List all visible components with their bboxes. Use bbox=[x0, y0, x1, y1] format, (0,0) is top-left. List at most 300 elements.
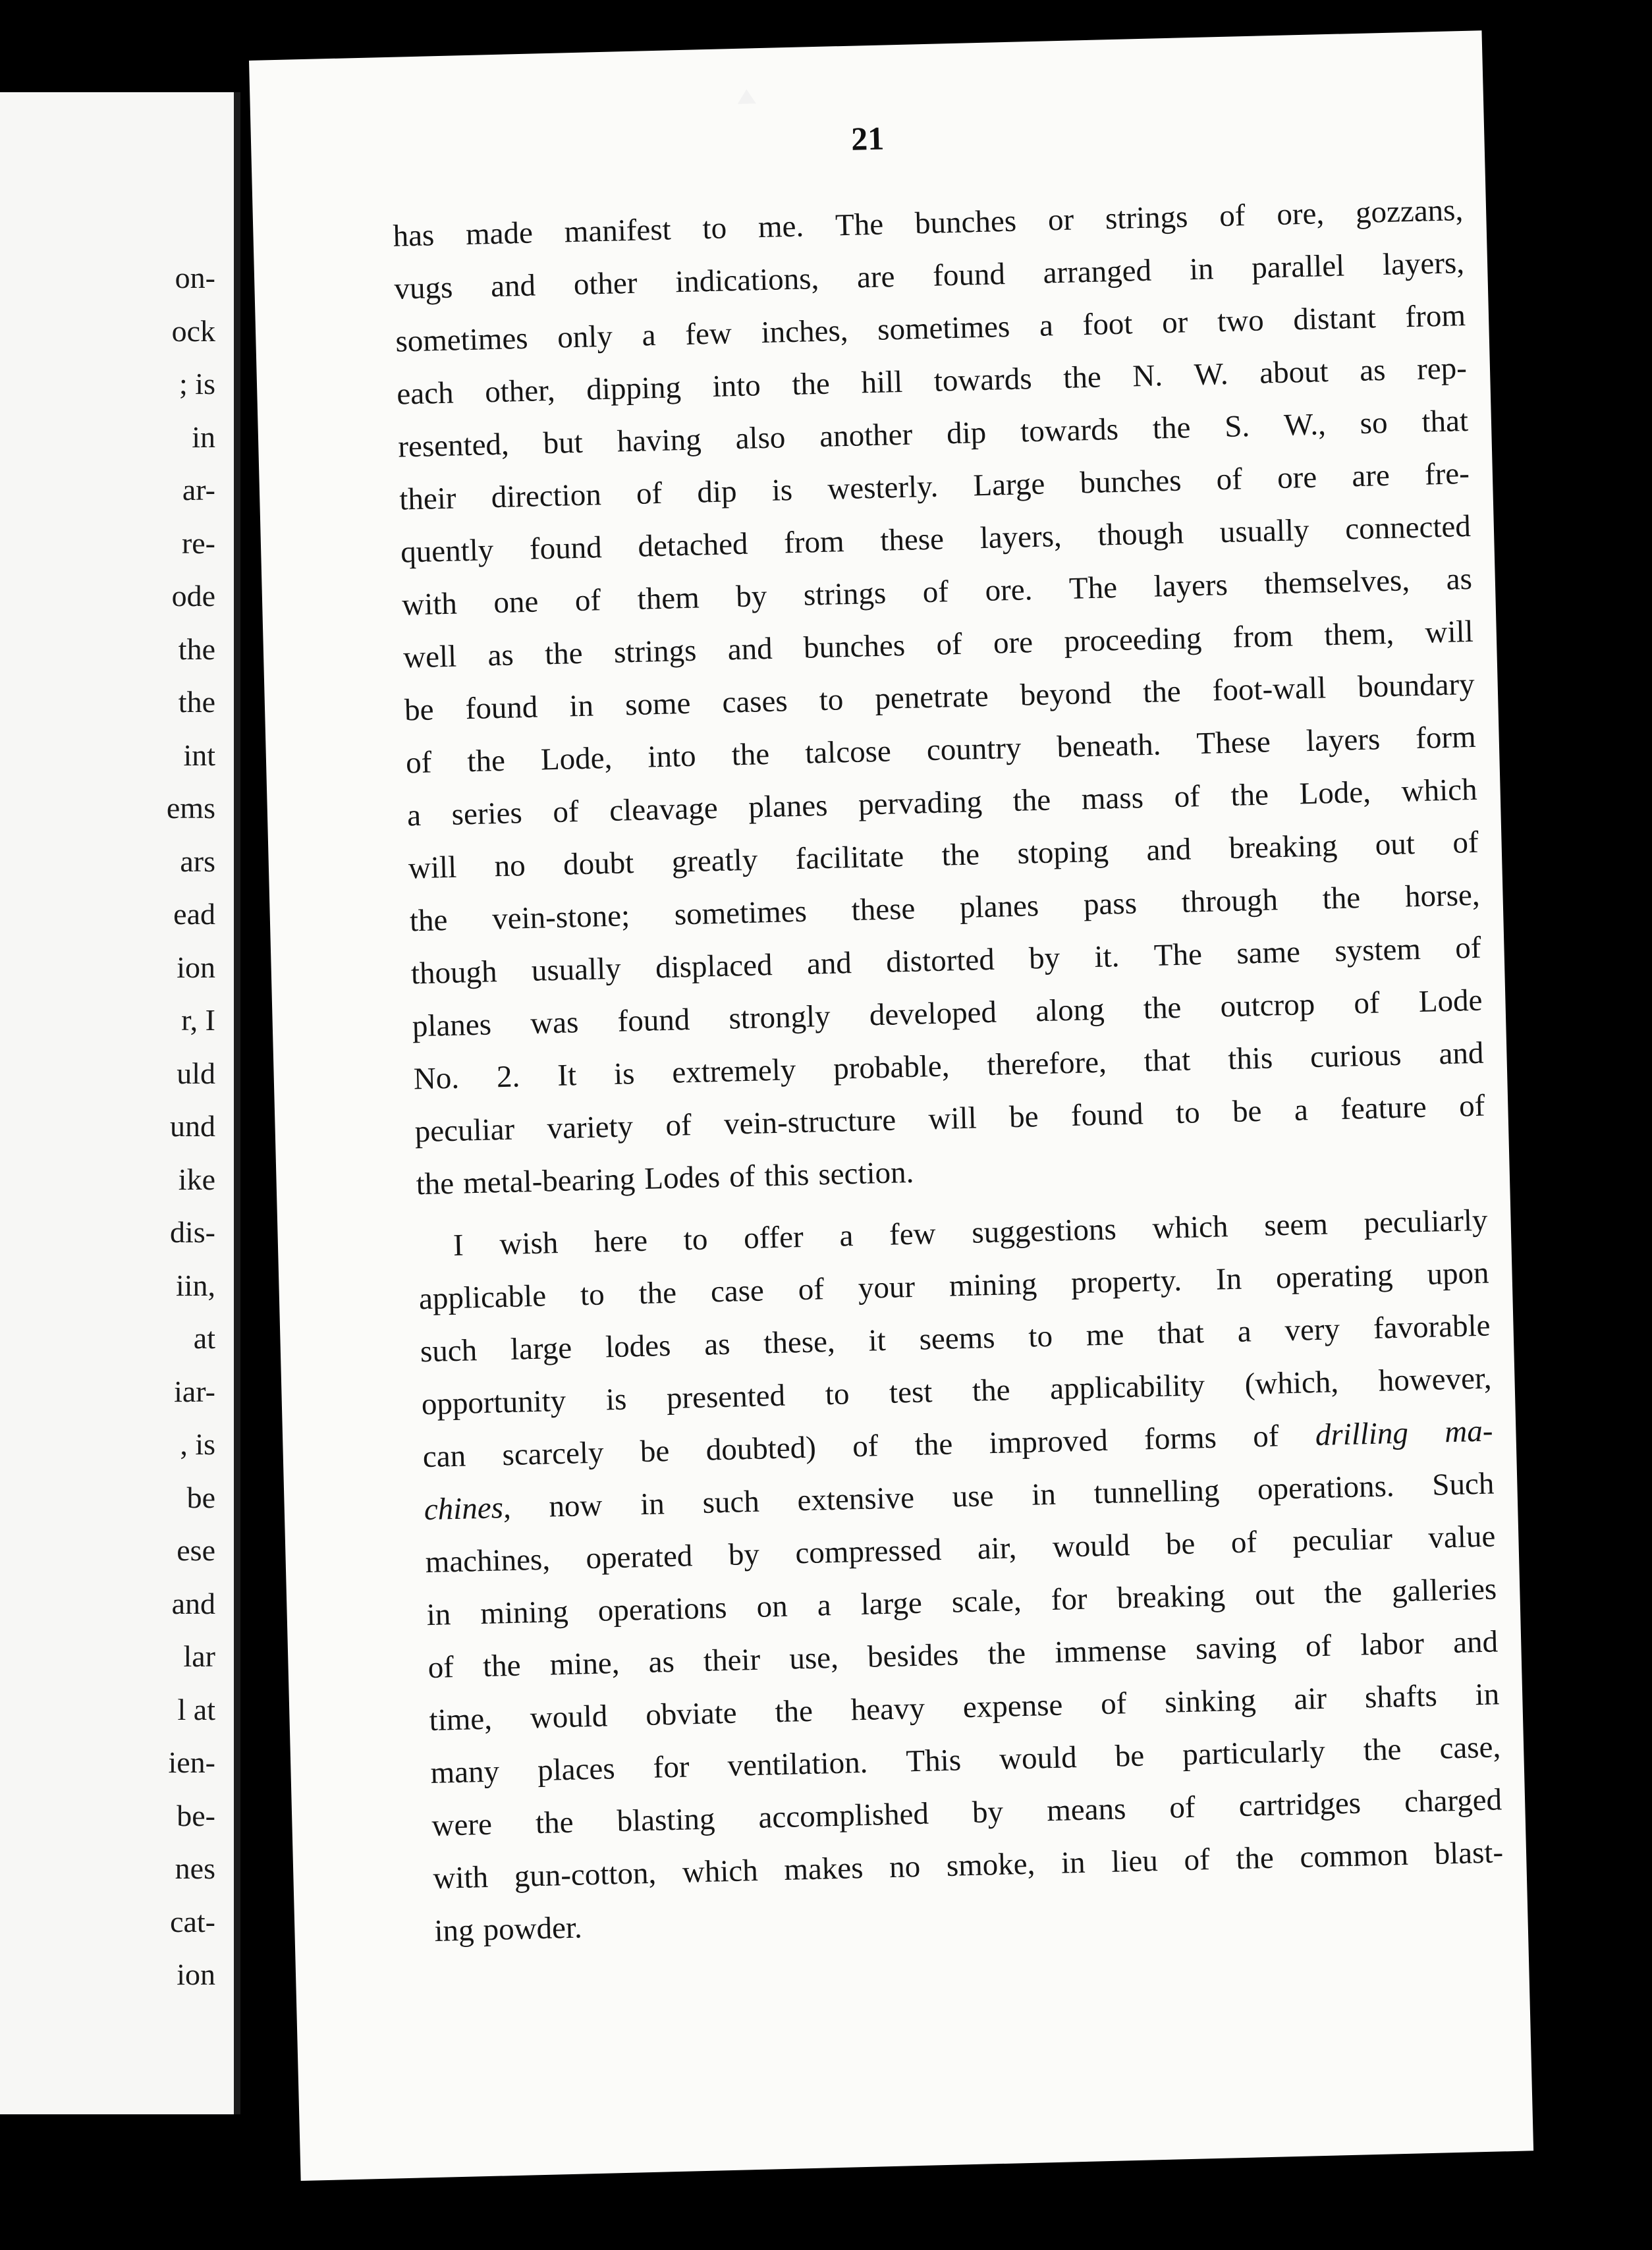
word: vein-structure bbox=[723, 1103, 896, 1141]
word: indications, bbox=[675, 261, 819, 300]
word: presented bbox=[666, 1378, 786, 1416]
word: usually bbox=[531, 951, 622, 988]
facing-page-line-fragment: ion bbox=[177, 950, 215, 984]
word: would bbox=[1052, 1528, 1130, 1564]
word: distant bbox=[1292, 300, 1377, 337]
word: found bbox=[529, 530, 603, 566]
word: such bbox=[420, 1333, 478, 1369]
word: operations bbox=[597, 1590, 728, 1628]
word: having bbox=[617, 422, 702, 459]
word: was bbox=[530, 1005, 579, 1041]
word: ventilation. bbox=[727, 1745, 868, 1784]
word: a bbox=[406, 798, 422, 833]
word: be bbox=[640, 1434, 670, 1469]
facing-page-line-fragment: ar- bbox=[182, 473, 215, 507]
word: Lodes bbox=[644, 1160, 721, 1196]
word: to bbox=[683, 1222, 708, 1257]
word: the bbox=[774, 1693, 813, 1730]
word: pass bbox=[1083, 886, 1138, 922]
word: is bbox=[613, 1056, 636, 1091]
word: into bbox=[711, 368, 761, 404]
word: doubted) bbox=[705, 1430, 817, 1468]
word: accomplished bbox=[757, 1796, 929, 1835]
word: this bbox=[763, 1157, 810, 1194]
word: it bbox=[867, 1323, 887, 1358]
word: galleries bbox=[1391, 1572, 1497, 1609]
word: of bbox=[852, 1429, 879, 1464]
word: vein-stone; bbox=[491, 898, 630, 937]
word: along bbox=[1035, 992, 1105, 1029]
page-number: 21 bbox=[850, 119, 885, 157]
word: probable, bbox=[833, 1049, 950, 1086]
word: blast- bbox=[1433, 1835, 1504, 1871]
word: to bbox=[580, 1277, 605, 1313]
word: which bbox=[1401, 772, 1478, 809]
word: connected bbox=[1344, 508, 1472, 547]
word: towards bbox=[933, 362, 1033, 398]
word: two bbox=[1217, 303, 1265, 339]
word: peculiarly bbox=[1363, 1203, 1489, 1241]
word: besides bbox=[867, 1637, 959, 1674]
facing-page-line-fragment: ems bbox=[166, 791, 215, 825]
word: strings bbox=[803, 576, 887, 613]
word: parallel bbox=[1251, 248, 1345, 285]
word: layers bbox=[1306, 722, 1381, 759]
word: form bbox=[1415, 719, 1477, 756]
word: case bbox=[710, 1273, 765, 1309]
word: it. bbox=[1093, 939, 1120, 975]
word: extremely bbox=[671, 1053, 796, 1090]
word: beneath. bbox=[1056, 727, 1162, 765]
word: In bbox=[1215, 1261, 1242, 1297]
word: the bbox=[535, 1805, 574, 1841]
word: or bbox=[1161, 305, 1188, 341]
word: penetrate bbox=[874, 678, 989, 717]
word: strings bbox=[613, 633, 697, 670]
word: upon bbox=[1426, 1255, 1490, 1292]
word: in bbox=[1060, 1845, 1086, 1880]
word: the bbox=[482, 1648, 522, 1684]
word: charged bbox=[1404, 1782, 1502, 1819]
word: out bbox=[1254, 1576, 1295, 1612]
word: favorable bbox=[1373, 1308, 1491, 1346]
word: ore, bbox=[1276, 196, 1325, 232]
word: of bbox=[1216, 462, 1243, 497]
word: stoping bbox=[1016, 834, 1109, 871]
word: operations. bbox=[1257, 1469, 1395, 1507]
word: sometimes bbox=[674, 894, 808, 932]
word: operating bbox=[1275, 1258, 1394, 1296]
page-body-text bbox=[393, 184, 1505, 1958]
facing-page-line-fragment: , is bbox=[180, 1427, 215, 1461]
word: were bbox=[431, 1807, 493, 1844]
word: common bbox=[1299, 1837, 1409, 1875]
word: be bbox=[1232, 1093, 1263, 1129]
word: to bbox=[1175, 1095, 1201, 1131]
word: the bbox=[941, 837, 980, 873]
word: This bbox=[905, 1743, 962, 1779]
word: of bbox=[1305, 1628, 1332, 1664]
word: themselves, bbox=[1263, 563, 1410, 601]
facing-page-line-fragment: ien- bbox=[168, 1745, 215, 1779]
facing-page-line-fragment: ock bbox=[171, 314, 215, 348]
word: The bbox=[1068, 570, 1118, 606]
word: of bbox=[1173, 779, 1201, 815]
word: Large bbox=[972, 466, 1045, 503]
word: heavy bbox=[850, 1691, 925, 1728]
word: the bbox=[416, 1166, 454, 1202]
word: of bbox=[1452, 825, 1479, 860]
word: other, bbox=[484, 373, 556, 410]
word: planes bbox=[959, 889, 1039, 925]
facing-page-text bbox=[167, 252, 215, 2002]
word: ing bbox=[433, 1913, 475, 1948]
word: of bbox=[1252, 1419, 1280, 1454]
word: of bbox=[636, 476, 663, 511]
word: means bbox=[1046, 1792, 1126, 1828]
word: foot-wall bbox=[1212, 671, 1327, 708]
word: manifest bbox=[564, 212, 672, 250]
word: of bbox=[574, 583, 601, 618]
word: however, bbox=[1378, 1361, 1493, 1398]
word: the bbox=[1012, 782, 1051, 818]
word: large bbox=[860, 1585, 923, 1622]
word: (which, bbox=[1244, 1365, 1339, 1402]
word: to bbox=[819, 682, 844, 718]
word: displaced bbox=[655, 948, 773, 985]
word: ore bbox=[993, 625, 1033, 661]
word: extensive bbox=[796, 1480, 915, 1518]
facing-page-line-fragment: iin, bbox=[175, 1268, 215, 1302]
facing-page-line-fragment: on- bbox=[175, 261, 215, 294]
word: are bbox=[1351, 458, 1390, 494]
word: sinking bbox=[1164, 1683, 1257, 1720]
word: be bbox=[1165, 1526, 1196, 1562]
word: of bbox=[427, 1650, 454, 1686]
word: pervading bbox=[858, 784, 983, 822]
word: from bbox=[1232, 618, 1294, 655]
word: the bbox=[544, 636, 584, 672]
word: the bbox=[466, 743, 506, 779]
word: country bbox=[926, 730, 1022, 768]
facing-page-line-fragment: uld bbox=[177, 1056, 215, 1090]
word: suggestions bbox=[971, 1212, 1117, 1250]
word: be bbox=[404, 692, 435, 728]
scan-mark-icon bbox=[737, 89, 756, 104]
word: out bbox=[1375, 827, 1416, 862]
word: the bbox=[1323, 1575, 1363, 1610]
word: a bbox=[642, 318, 657, 353]
word: lieu bbox=[1111, 1844, 1159, 1879]
word: only bbox=[557, 319, 613, 355]
word: obviate bbox=[645, 1695, 738, 1733]
word: the bbox=[1062, 360, 1102, 395]
word: or bbox=[1047, 202, 1074, 238]
word: of bbox=[552, 794, 580, 830]
word: of bbox=[1169, 1790, 1196, 1825]
facing-page-line-fragment: and bbox=[171, 1586, 215, 1620]
word: few bbox=[889, 1217, 937, 1252]
word: found bbox=[1070, 1097, 1144, 1133]
word: of bbox=[1219, 198, 1246, 234]
facing-page-line-fragment: ese bbox=[177, 1533, 215, 1567]
word: arranged bbox=[1043, 253, 1152, 290]
word: are bbox=[856, 260, 896, 295]
word: No. bbox=[413, 1060, 460, 1097]
word: on bbox=[756, 1589, 788, 1624]
word: blasting bbox=[616, 1801, 716, 1839]
word: in bbox=[426, 1597, 451, 1633]
word: though bbox=[410, 954, 498, 991]
word: air bbox=[1293, 1681, 1327, 1716]
word: chines, bbox=[424, 1490, 512, 1527]
word: foot bbox=[1082, 306, 1134, 343]
word: the bbox=[1230, 777, 1269, 813]
word: me bbox=[1086, 1317, 1124, 1353]
word: hill bbox=[860, 364, 903, 400]
word: will bbox=[1424, 614, 1474, 650]
word: by bbox=[728, 1537, 760, 1572]
word: these bbox=[879, 522, 945, 558]
word: which bbox=[682, 1853, 759, 1890]
word: of bbox=[665, 1108, 692, 1143]
word: distorted bbox=[885, 942, 995, 979]
word: would bbox=[530, 1699, 608, 1736]
word: for bbox=[1051, 1581, 1088, 1617]
word: the bbox=[1143, 990, 1182, 1026]
word: makes bbox=[783, 1851, 864, 1887]
word: for bbox=[653, 1749, 690, 1785]
word: that bbox=[1421, 403, 1469, 439]
word: therefore, bbox=[986, 1045, 1107, 1083]
word: breaking bbox=[1116, 1578, 1226, 1616]
word: dipping bbox=[586, 370, 682, 407]
word: from bbox=[1404, 298, 1466, 335]
word: particularly bbox=[1182, 1734, 1326, 1772]
word: so bbox=[1360, 405, 1389, 441]
word: of bbox=[405, 745, 432, 781]
word: of bbox=[729, 1159, 756, 1194]
word: but bbox=[543, 425, 584, 461]
word: ore. bbox=[984, 572, 1033, 608]
word: scarcely bbox=[501, 1435, 605, 1473]
word: which bbox=[1151, 1209, 1229, 1246]
word: and bbox=[1452, 1624, 1499, 1660]
word: same bbox=[1236, 935, 1301, 971]
word: peculiar bbox=[1292, 1522, 1393, 1558]
word: outcrop bbox=[1219, 987, 1315, 1024]
word: horse, bbox=[1404, 877, 1481, 914]
word: has bbox=[392, 218, 435, 254]
word: the bbox=[1235, 1840, 1275, 1877]
word: greatly bbox=[671, 842, 758, 879]
word: of bbox=[798, 1272, 825, 1307]
word: be bbox=[1008, 1099, 1039, 1135]
word: variety bbox=[546, 1109, 634, 1146]
word: as bbox=[1359, 352, 1387, 388]
word: strings bbox=[1105, 200, 1188, 236]
word: of bbox=[922, 574, 949, 610]
facing-page-line-fragment: re- bbox=[181, 526, 215, 560]
word: feature bbox=[1340, 1089, 1427, 1126]
word: peculiar bbox=[414, 1112, 515, 1149]
word: drilling bbox=[1315, 1415, 1409, 1453]
word: into bbox=[647, 738, 697, 775]
word: is bbox=[771, 473, 793, 508]
word: direction bbox=[491, 478, 602, 515]
facing-page-line-fragment: r, I bbox=[181, 1003, 215, 1037]
word: W., bbox=[1283, 407, 1327, 443]
word: in bbox=[568, 688, 594, 724]
word: breaking bbox=[1228, 828, 1338, 865]
word: their bbox=[703, 1642, 761, 1678]
word: them bbox=[637, 580, 700, 617]
word: found bbox=[932, 257, 1006, 293]
word: a bbox=[1237, 1314, 1252, 1349]
word: offer bbox=[743, 1219, 804, 1256]
word: of bbox=[1100, 1686, 1127, 1722]
word: can bbox=[422, 1439, 466, 1475]
word: that bbox=[1143, 1043, 1191, 1079]
word: mine, bbox=[549, 1645, 620, 1682]
word: rep- bbox=[1416, 350, 1468, 387]
word: many bbox=[429, 1754, 500, 1791]
word: forms bbox=[1143, 1420, 1217, 1457]
facing-page-line-fragment: ion bbox=[177, 1958, 215, 1991]
word: These bbox=[1196, 725, 1271, 761]
word: dip bbox=[696, 474, 738, 510]
word: property. bbox=[1070, 1263, 1182, 1301]
word: one bbox=[493, 584, 539, 620]
word: the bbox=[914, 1427, 953, 1462]
word: planes bbox=[412, 1007, 492, 1044]
word: beyond bbox=[1020, 676, 1112, 713]
book-page bbox=[249, 30, 1533, 2181]
word: mining bbox=[480, 1594, 569, 1632]
word: the bbox=[972, 1373, 1011, 1408]
word: by bbox=[735, 579, 767, 615]
word: ma- bbox=[1444, 1413, 1494, 1450]
word: and bbox=[1145, 832, 1192, 868]
word: towards bbox=[1020, 412, 1119, 449]
word: the bbox=[791, 366, 831, 402]
word: curious bbox=[1309, 1037, 1402, 1075]
word: by bbox=[1028, 941, 1060, 976]
word: labor bbox=[1360, 1626, 1425, 1662]
word: by bbox=[972, 1794, 1004, 1830]
word: bunches bbox=[914, 204, 1017, 241]
word: to bbox=[1028, 1319, 1053, 1354]
word: section. bbox=[817, 1155, 914, 1192]
word: scale, bbox=[951, 1583, 1022, 1620]
word: The bbox=[835, 207, 884, 243]
word: value bbox=[1427, 1519, 1496, 1555]
word: doubt bbox=[563, 846, 634, 882]
word: shafts bbox=[1364, 1678, 1438, 1715]
word: boundary bbox=[1357, 667, 1475, 705]
word: other bbox=[573, 265, 638, 302]
word: to bbox=[702, 211, 727, 246]
word: the bbox=[1142, 674, 1182, 710]
word: Such bbox=[1431, 1466, 1495, 1502]
word: cleavage bbox=[609, 790, 719, 828]
word: through bbox=[1181, 883, 1279, 919]
word: detached bbox=[637, 526, 749, 564]
word: powder. bbox=[482, 1910, 583, 1948]
word: ore bbox=[1277, 460, 1317, 496]
word: of bbox=[1353, 985, 1381, 1021]
word: to bbox=[825, 1377, 850, 1412]
word: no bbox=[494, 848, 526, 884]
word: few bbox=[684, 316, 732, 352]
word: bunches bbox=[1079, 463, 1182, 501]
word: your bbox=[858, 1269, 916, 1305]
word: now bbox=[548, 1488, 603, 1524]
word: though bbox=[1097, 516, 1184, 553]
word: each bbox=[396, 375, 454, 412]
facing-page-line-fragment: the bbox=[178, 632, 215, 666]
word: quently bbox=[400, 533, 494, 570]
word: and bbox=[490, 268, 536, 304]
word: a bbox=[817, 1588, 832, 1623]
word: found bbox=[617, 1002, 690, 1039]
word: proceeding bbox=[1063, 620, 1202, 659]
word: It bbox=[557, 1058, 577, 1093]
word: air, bbox=[977, 1531, 1017, 1566]
word: in bbox=[1031, 1477, 1057, 1512]
word: mass bbox=[1081, 781, 1144, 817]
facing-page-line-fragment: iar- bbox=[174, 1374, 215, 1408]
word: Lode, bbox=[540, 740, 613, 777]
word: I bbox=[453, 1228, 464, 1263]
word: of bbox=[1458, 1088, 1485, 1124]
word: machines, bbox=[425, 1542, 551, 1580]
word: cases bbox=[721, 684, 788, 720]
word: N. bbox=[1132, 358, 1163, 394]
word: compressed bbox=[794, 1532, 942, 1571]
facing-page-line-fragment: dis- bbox=[170, 1215, 215, 1249]
word: another bbox=[819, 417, 913, 454]
facing-page-line-fragment: l at bbox=[177, 1692, 215, 1726]
word: planes bbox=[748, 788, 829, 825]
word: Lode, bbox=[1298, 775, 1371, 811]
word: mining bbox=[949, 1267, 1037, 1303]
word: talcose bbox=[804, 734, 892, 771]
facing-page-line-fragment: in bbox=[192, 420, 215, 454]
word: will bbox=[408, 850, 457, 886]
word: no bbox=[889, 1849, 921, 1885]
word: seem bbox=[1263, 1207, 1329, 1243]
word: as bbox=[703, 1327, 730, 1362]
word: applicable bbox=[418, 1278, 547, 1317]
word: system bbox=[1334, 931, 1421, 969]
word: test bbox=[889, 1375, 933, 1410]
facing-page-line-fragment: nes bbox=[175, 1852, 215, 1885]
word: in bbox=[1474, 1677, 1500, 1713]
word: layers, bbox=[979, 519, 1062, 556]
word: of bbox=[1183, 1842, 1211, 1878]
word: of bbox=[935, 626, 963, 662]
word: bunches bbox=[803, 628, 906, 665]
word: cartridges bbox=[1238, 1786, 1362, 1824]
word: about bbox=[1259, 354, 1329, 391]
word: a bbox=[1039, 308, 1054, 343]
word: and bbox=[806, 946, 852, 981]
word: fre- bbox=[1424, 456, 1470, 492]
word: found bbox=[465, 690, 538, 727]
word: these bbox=[851, 891, 916, 928]
word: developed bbox=[869, 995, 997, 1033]
